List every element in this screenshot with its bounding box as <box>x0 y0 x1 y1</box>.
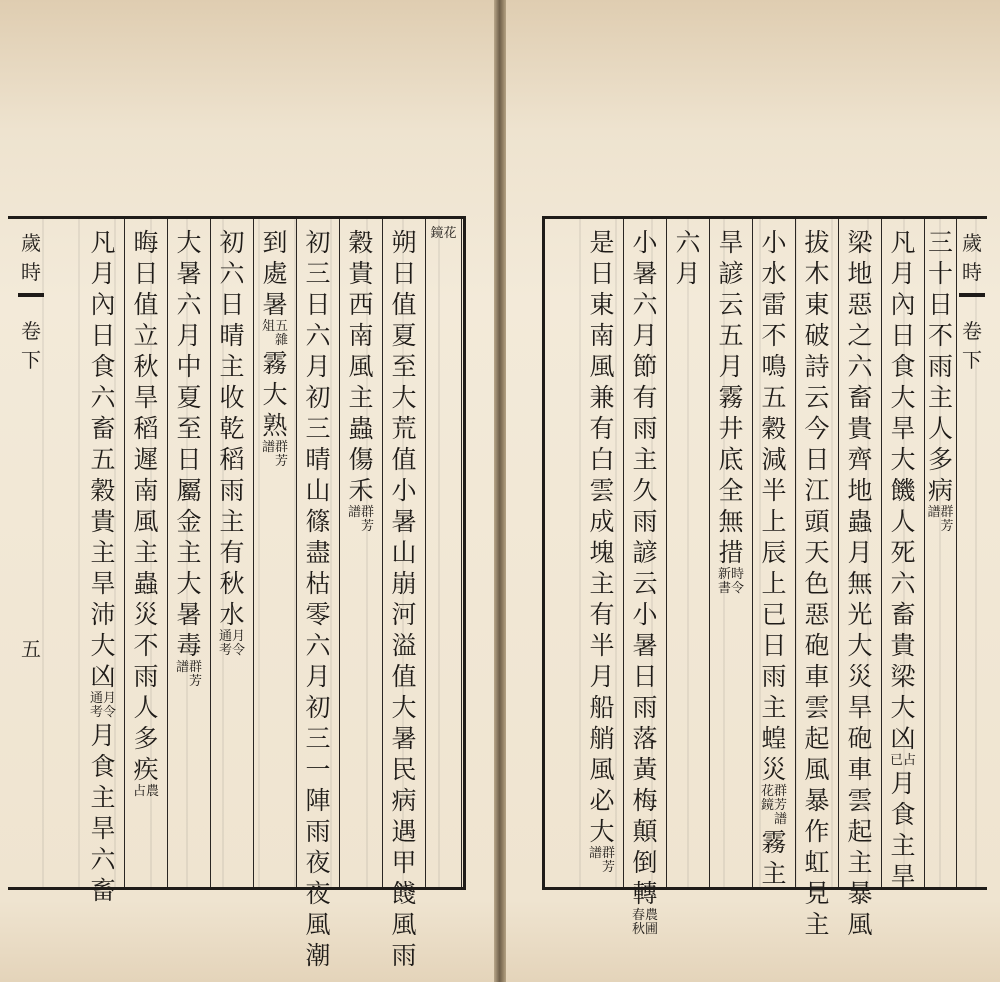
column: 旱 諺 云 五 月 霧 井 底 全 無 措 時 令 新 書 <box>710 219 753 887</box>
banxin-title: 歲 時 <box>21 231 41 284</box>
fishtail-mark <box>18 293 44 307</box>
banxin <box>957 219 987 887</box>
column: 朔 日 值 夏 至 大 荒 值 小 暑 山 崩 河 溢 值 大 暑 民 病 遇 甲 餞 風 雨 <box>383 219 426 887</box>
column: 初 六 日 晴 主 收 乾 稻 雨 主 有 秋 水 月 令 通 考 <box>211 219 254 887</box>
column: 初 三 日 六 月 初 三 晴 山 篠 盡 枯 零 六 月 初 三 一 陣 雨 夜 夜 風 潮 <box>297 219 340 887</box>
column: 穀 貴 西 南 風 主 蟲 傷 禾 群 芳 譜 <box>340 219 383 887</box>
column: 三 十 日 不 雨 主 人 多 病 群 芳 譜 <box>925 219 957 887</box>
column: 小 暑 六 月 節 有 雨 主 久 雨 諺 云 小 暑 日 雨 落 黃 梅 顛 倒 轉 農 圃 春 秋 <box>624 219 667 887</box>
left-text-frame <box>8 216 466 970</box>
column: 是 日 東 南 風 兼 有 白 雲 成 塊 主 有 半 月 船 艄 風 必 大 群 芳 譜 <box>581 219 624 887</box>
banxin <box>16 219 46 887</box>
column: 晦 日 值 立 秋 旱 稻 遲 南 風 主 蟲 災 不 雨 人 多 疾 農 占 <box>125 219 168 887</box>
right-text-frame <box>542 216 987 939</box>
column: 小 水 雷 不 鳴 五 穀 減 半 上 辰 上 已 日 雨 主 蝗 災 群 芳 譜 花 鏡 霧 主 <box>753 219 796 887</box>
right-page <box>506 0 1000 982</box>
folio-number: 五 <box>21 637 41 661</box>
fishtail-mark <box>959 293 985 307</box>
column: 六 月 <box>667 219 710 887</box>
column: 到 處 暑 五 雜 俎 霧 大 熟 群 芳 譜 <box>254 219 297 887</box>
column: 梁 地 惡 之 六 畜 貴 齊 地 蟲 月 無 光 大 災 旱 砲 車 雲 起 主 暴 風 <box>839 219 882 887</box>
column: 花 鏡 <box>426 219 462 887</box>
column: 大 暑 六 月 中 夏 至 日 屬 金 主 大 暑 毒 群 芳 譜 <box>168 219 211 887</box>
left-page <box>0 0 496 982</box>
banxin-volume: 卷 下 <box>21 319 41 372</box>
column: 拔 木 東 破 詩 云 今 日 江 頭 天 色 惡 砲 車 雲 起 風 暴 作 虹 見 主 <box>796 219 839 887</box>
column: 凡 月 內 日 食 六 畜 五 穀 貴 主 旱 沛 大 凶 月 令 通 考 月 食 主 旱 六 畜 <box>82 219 125 887</box>
banxin-title: 歲 時 <box>962 231 982 284</box>
banxin-volume: 卷 下 <box>962 319 982 372</box>
column: 凡 月 內 日 食 大 旱 大 饑 人 死 六 畜 貴 梁 大 凶 占 已 月 食 主 旱 <box>882 219 925 887</box>
